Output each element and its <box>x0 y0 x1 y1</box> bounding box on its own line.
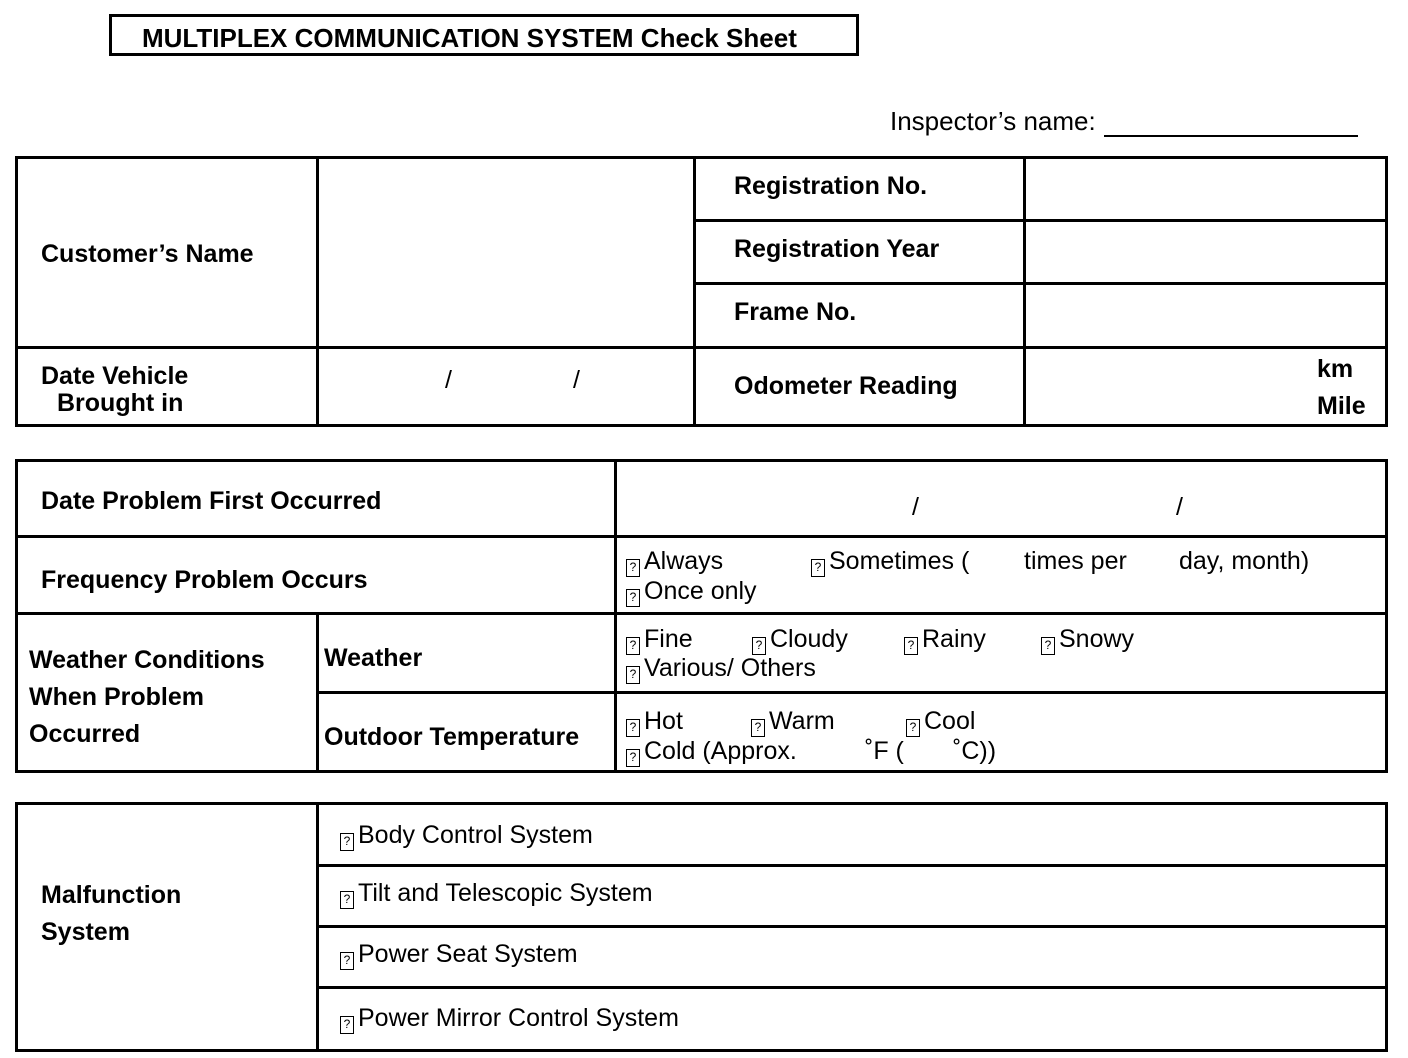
date-vehicle-label-line2: Brought in <box>57 389 184 417</box>
checkbox-icon[interactable]: ? <box>626 637 640 655</box>
odometer-unit-mile: Mile <box>1317 392 1366 420</box>
malfunction-system-table <box>15 802 1388 1052</box>
problem-info-table <box>15 459 1388 773</box>
checkbox-icon[interactable]: ? <box>340 1016 354 1034</box>
checkbox-icon[interactable]: ? <box>811 559 825 577</box>
temp-hot-option[interactable]: ? Hot <box>626 706 683 737</box>
date-separator: / <box>1176 493 1183 521</box>
frequency-label: Frequency Problem Occurs <box>41 566 368 594</box>
weather-cloudy-option[interactable]: ? Cloudy <box>752 624 848 655</box>
checkbox-icon[interactable]: ? <box>1041 637 1055 655</box>
sheet-title: MULTIPLEX COMMUNICATION SYSTEM Check Sheet <box>109 14 859 56</box>
temp-cold-option[interactable]: ? Cold (Approx. <box>626 736 797 767</box>
frame-no-label: Frame No. <box>734 298 857 326</box>
checkbox-icon[interactable]: ? <box>626 666 640 684</box>
temp-celsius: ˚C)) <box>953 737 997 765</box>
date-separator: / <box>573 366 580 394</box>
weather-various-option[interactable]: ? Various/ Others <box>626 653 816 684</box>
inspector-label: Inspector’s name: <box>890 106 1096 136</box>
registration-no-label: Registration No. <box>734 172 928 200</box>
weather-fine-option[interactable]: ? Fine <box>626 624 693 655</box>
checkbox-icon[interactable]: ? <box>906 719 920 737</box>
checkbox-icon[interactable]: ? <box>626 719 640 737</box>
temp-warm-option[interactable]: ? Warm <box>751 706 835 737</box>
date-separator: / <box>912 493 919 521</box>
checkbox-icon[interactable]: ? <box>626 559 640 577</box>
checkbox-icon[interactable]: ? <box>340 833 354 851</box>
checkbox-icon[interactable]: ? <box>752 637 766 655</box>
date-first-occurred-label: Date Problem First Occurred <box>41 487 382 515</box>
temp-fahrenheit: ˚F ( <box>865 737 904 765</box>
checkbox-icon[interactable]: ? <box>751 719 765 737</box>
checkbox-icon[interactable]: ? <box>340 952 354 970</box>
inspector-line[interactable] <box>1104 111 1358 137</box>
registration-no-input[interactable] <box>1026 159 1385 219</box>
checkbox-icon[interactable]: ? <box>340 891 354 909</box>
freq-once-option[interactable]: ? Once only <box>626 576 757 607</box>
freq-sometimes-option[interactable]: ? Sometimes ( <box>811 546 969 577</box>
outdoor-temperature-label: Outdoor Temperature <box>324 723 580 751</box>
customer-name-input[interactable] <box>319 159 693 346</box>
malfunction-option-power-seat[interactable]: ? Power Seat System <box>340 939 578 970</box>
checkbox-icon[interactable]: ? <box>904 637 918 655</box>
weather-label: Weather <box>324 644 423 672</box>
malfunction-system-label: Malfunction System <box>41 881 182 946</box>
customer-name-label: Customer’s Name <box>41 240 254 268</box>
malfunction-option-body-control[interactable]: ? Body Control System <box>340 820 593 851</box>
frame-no-input[interactable] <box>1026 285 1385 346</box>
weather-snowy-option[interactable]: ? Snowy <box>1041 624 1134 655</box>
freq-day-month: day, month) <box>1179 547 1310 575</box>
malfunction-option-tilt-telescopic[interactable]: ? Tilt and Telescopic System <box>340 878 653 909</box>
malfunction-option-power-mirror[interactable]: ? Power Mirror Control System <box>340 1003 679 1034</box>
checkbox-icon[interactable]: ? <box>626 589 640 607</box>
temp-cool-option[interactable]: ? Cool <box>906 706 975 737</box>
weather-conditions-label: Weather Conditions When Problem Occurred <box>29 646 265 748</box>
freq-always-option[interactable]: ? Always <box>626 546 723 577</box>
date-vehicle-label-line1: Date Vehicle <box>41 362 189 390</box>
registration-year-input[interactable] <box>1026 222 1385 282</box>
odometer-label: Odometer Reading <box>734 372 958 400</box>
checkbox-icon[interactable]: ? <box>626 749 640 767</box>
weather-rainy-option[interactable]: ? Rainy <box>904 624 986 655</box>
odometer-unit-km: km <box>1317 355 1354 383</box>
registration-year-label: Registration Year <box>734 235 940 263</box>
inspector-name-field[interactable] <box>890 106 1358 137</box>
vehicle-info-table <box>15 156 1388 427</box>
date-separator: / <box>445 366 452 394</box>
freq-times-per: times per <box>1024 547 1127 575</box>
